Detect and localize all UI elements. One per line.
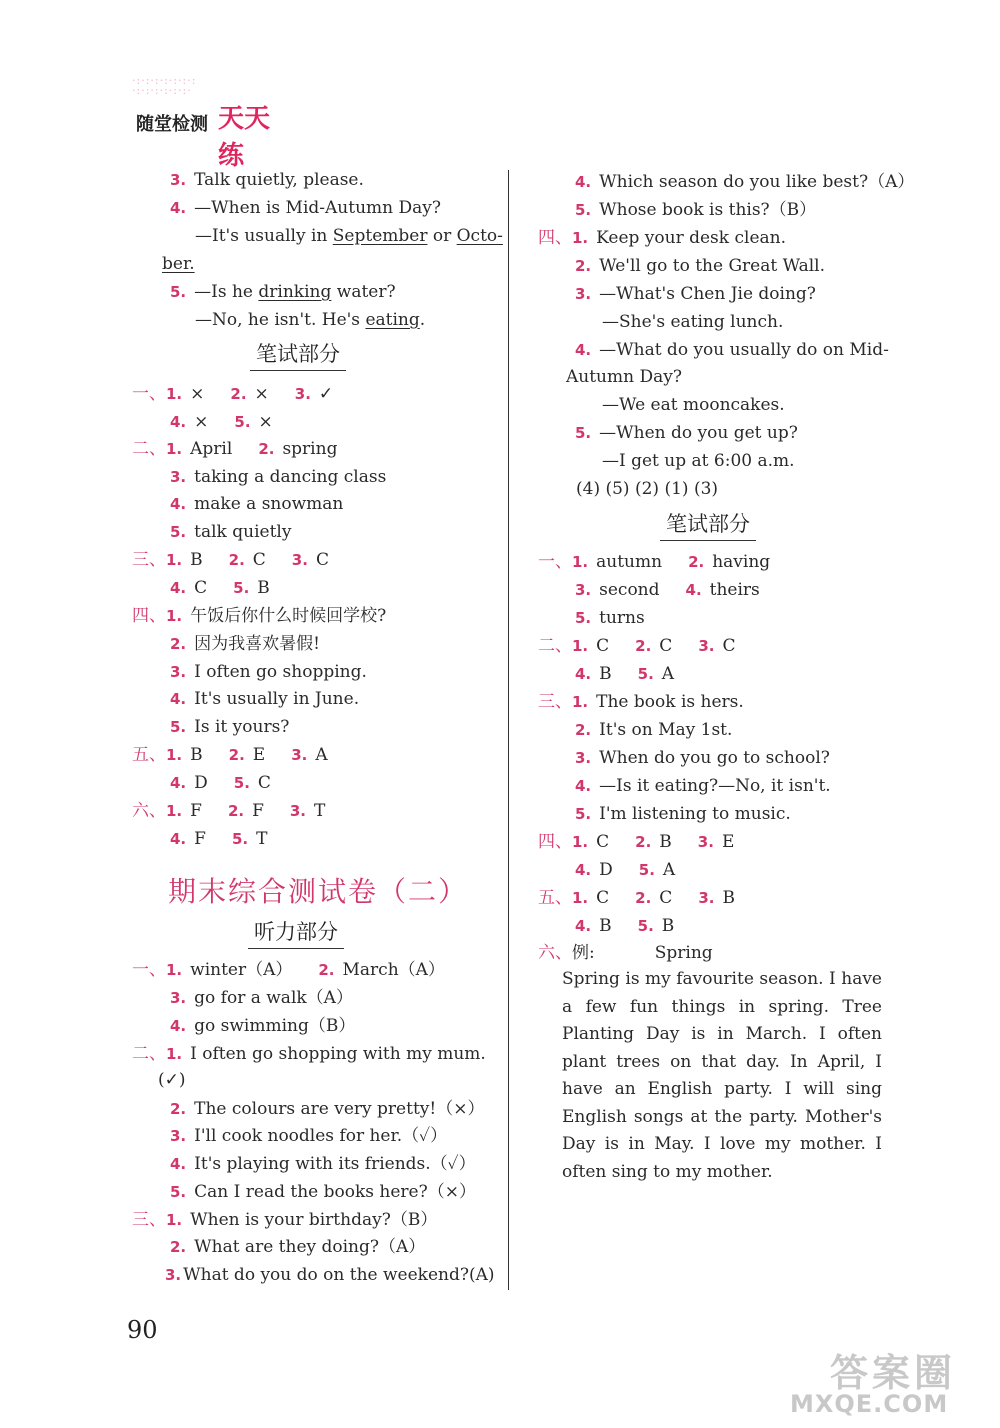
- answer-row: 二、1. April 2. spring: [132, 439, 338, 459]
- left-column: [0, 0, 505, 1344]
- answer-row: 三、1. When is your birthday?（B）: [132, 1210, 438, 1230]
- answer-row: 3. go for a walk（A）: [170, 988, 353, 1008]
- exam-title: 期末综合测试卷（二）: [168, 875, 469, 908]
- page-number: 90: [127, 1316, 158, 1344]
- decorative-dots: ·:·:·:·:·:·:·: ·:·:·:·:·:·:·: [132, 74, 197, 97]
- answer-row: (4) (5) (2) (1) (3): [576, 479, 719, 499]
- answer-row: 5. —When do you get up?: [575, 423, 798, 443]
- answer-row: 三、1. B 2. C 3. C: [132, 550, 329, 570]
- answer-row: 4. C 5. B: [170, 578, 270, 598]
- answer-row: 5. Whose book is this?（B）: [575, 200, 817, 220]
- book-title: 随堂检测: [136, 114, 208, 135]
- answer-row: 二、1. I often go shopping with my mum.: [132, 1044, 486, 1064]
- answer-line: 4. —When is Mid-Autumn Day?: [170, 198, 441, 218]
- answer-row: 4. D 5. A: [575, 860, 676, 880]
- answer-row: 3. I'll cook noodles for her.（✓）: [170, 1126, 448, 1146]
- answer-row: 5. talk quietly: [170, 522, 292, 542]
- answer-row: 2. What are they doing?（A）: [170, 1237, 426, 1257]
- answer-row: 5. Can I read the books here?（×）: [170, 1182, 476, 1202]
- answer-row: 2. The colours are very pretty!（×）: [170, 1099, 485, 1119]
- essay-paragraph: Spring is my favourite season. I have a few fun things in spring. Tree Planting Day is in March. I often plant trees on that day. In April, I have an English party. I will sing English songs at the party. Mother's Day is in May. I love my mother. I often sing to my mother.: [562, 969, 882, 1182]
- answer-row: 3. What do you do on the weekend?(A): [165, 1265, 495, 1285]
- answer-row: 5. I'm listening to music.: [575, 804, 791, 824]
- answer-row: 4. B 5. A: [575, 664, 675, 684]
- answer-row: —She's eating lunch.: [602, 312, 784, 332]
- answer-row: 4. —Is it eating?—No, it isn't.: [575, 776, 831, 796]
- answer-row: 四、1. C 2. B 3. E: [538, 832, 735, 852]
- watermark-url: MXQE.COM: [790, 1390, 949, 1418]
- answer-row: 三、1. The book is hers.: [538, 692, 744, 712]
- answer-row: 2. 因为我喜欢暑假!: [170, 634, 320, 654]
- answer-row: —We eat mooncakes.: [602, 395, 785, 415]
- answer-row: 3. When do you go to school?: [575, 748, 830, 768]
- answer-line: 3. Talk quietly, please.: [170, 170, 364, 190]
- answer-row: 4. go swimming（B）: [170, 1016, 356, 1036]
- answer-row: 5. turns: [575, 608, 645, 628]
- answer-row: 一、1. autumn 2. having: [538, 552, 771, 572]
- answer-line: —No, he isn't. He's eating.: [195, 310, 426, 330]
- answer-row: 3. I often go shopping.: [170, 662, 367, 682]
- answer-row: 五、1. C 2. C 3. B: [538, 888, 735, 908]
- answer-row: (✓): [158, 1070, 186, 1090]
- answer-row: 4. make a snowman: [170, 494, 344, 514]
- answer-row: 4. F 5. T: [170, 829, 268, 849]
- answer-row: 2. It's on May 1st.: [575, 720, 733, 740]
- answer-row: 五、1. B 2. E 3. A: [132, 745, 328, 765]
- answer-row: 2. We'll go to the Great Wall.: [575, 256, 826, 276]
- answer-row: 一、1. × 2. × 3. ✓: [132, 384, 334, 404]
- answer-row: 二、1. C 2. C 3. C: [538, 636, 736, 656]
- column-divider: [508, 170, 509, 1290]
- answer-row: 4. It's playing with its friends.（✓）: [170, 1154, 476, 1174]
- answer-row: 六、1. F 2. F 3. T: [132, 801, 326, 821]
- answer-row: 4. —What do you usually do on Mid-: [575, 340, 889, 360]
- answer-line: ber.: [162, 254, 195, 274]
- answer-row: 四、1. 午饭后你什么时候回学校?: [132, 606, 387, 626]
- answer-row: Autumn Day?: [566, 367, 682, 387]
- watermark: [790, 1342, 980, 1422]
- book-title-accent: 天天练: [218, 104, 271, 171]
- answer-row: 4. It's usually in June.: [170, 689, 360, 709]
- answer-row: 4. B 5. B: [575, 916, 675, 936]
- section-heading: 听力部分: [248, 918, 344, 949]
- answer-line: 5. —Is he drinking water?: [170, 282, 396, 302]
- section-heading: 笔试部分: [250, 340, 346, 371]
- answer-row: 3. second 4. theirs: [575, 580, 760, 600]
- answer-row: 4. × 5. ×: [170, 412, 273, 432]
- answer-row: 一、1. winter（A） 2. March（A）: [132, 960, 445, 980]
- answer-row: 六、例: Spring: [538, 943, 713, 963]
- answer-row: 4. Which season do you like best?（A）: [575, 172, 915, 192]
- answer-row: 5. Is it yours?: [170, 717, 290, 737]
- watermark-logo: 答案圈: [830, 1351, 957, 1395]
- answer-row: —I get up at 6:00 a.m.: [602, 451, 795, 471]
- answer-row: 4. D 5. C: [170, 773, 271, 793]
- answer-row: 3. taking a dancing class: [170, 467, 387, 487]
- answer-row: 3. —What's Chen Jie doing?: [575, 284, 816, 304]
- answer-row: 四、1. Keep your desk clean.: [538, 228, 786, 248]
- section-heading: 笔试部分: [660, 510, 756, 541]
- answer-line: —It's usually in September or Octo-: [195, 226, 503, 246]
